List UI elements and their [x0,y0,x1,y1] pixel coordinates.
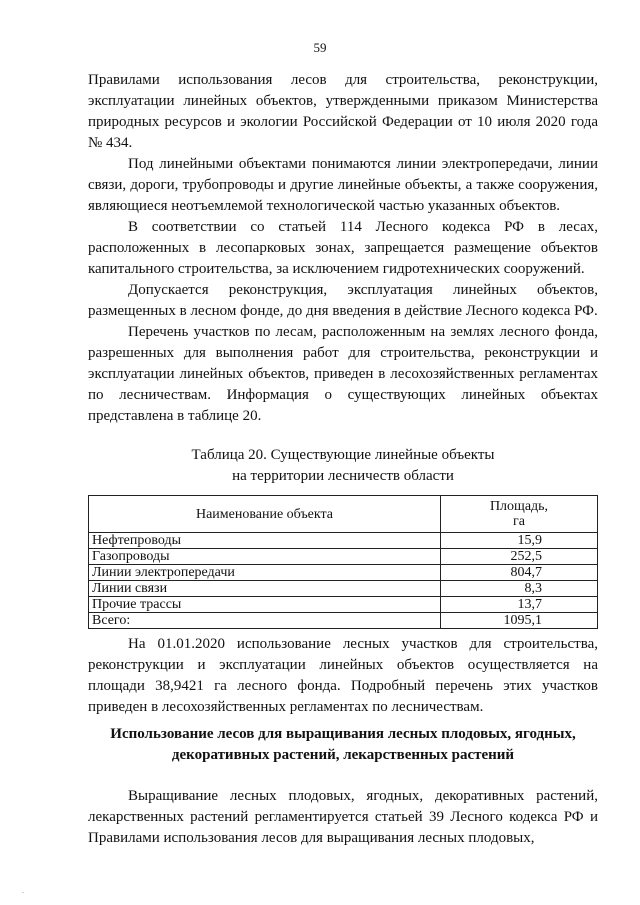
paragraph: Под линейными объектами понимаются линии электропередачи, линии связи, дороги, трубопроводы и другие линейные объекты, а также сооружения, являющиеся неотъемлемой технологической частью указанных объектов. [88,156,598,214]
text-block-top [88,70,598,427]
section-heading-line: Использование лесов для выращивания лесных плодовых, ягодных, [110,726,576,742]
cell-area: 252,5 [441,549,598,565]
table-row [89,597,598,613]
table-row [89,549,598,565]
text-block-after-table [88,634,598,718]
section-heading-line: декоративных растений, лекарственных растений [171,747,515,763]
cell-name: Газопроводы [89,549,441,565]
paragraph: На 01.01.2020 использование лесных участков для строительства, реконструкции и эксплуатации линейных объектов осуществляется на площади 38,9421 га лесного фонда. Подробный перечень этих участков приведен в лесохозяйственных регламентах по лесничествам. [88,636,598,715]
table-caption [88,445,598,487]
cell-name: Линии связи [89,581,441,597]
table-caption-line: на территории лесничеств области [232,468,454,484]
cell-area: 13,7 [441,597,598,613]
cell-name: Нефтепроводы [89,533,441,549]
column-header-area-unit: га [513,514,525,529]
table-row [89,565,598,581]
paragraph: Выращивание лесных плодовых, ягодных, декоративных растений, лекарственных растений регламентируется статьей 39 Лесного кодекса РФ и Правилами использования лесов для выращивания лесных плодовых, [88,788,598,846]
cell-area: 15,9 [441,533,598,549]
linear-objects-table [88,495,598,629]
table-row-total [89,613,598,629]
paragraph: Перечень участков по лесам, расположенным на землях лесного фонда, разрешенных для выполнения работ для строительства, реконструкции и эксплуатации линейных объектов, приведен в лесохозяйственных регламентах по лесничествам. Информация о существующих линейных объектах представлена в таблице 20. [88,324,598,424]
paragraph: Допускается реконструкция, эксплуатация линейных объектов, размещенных в лесном фонде, до дня введения в действие Лесного кодекса РФ. [88,282,598,319]
cell-name: Прочие трассы [89,597,441,613]
page-number: 59 [313,40,327,55]
cell-name: Линии электропередачи [89,565,441,581]
scan-speck: . [22,886,24,895]
cell-area: 1095,1 [441,613,598,629]
table-row [89,581,598,597]
table-row [89,533,598,549]
cell-area: 8,3 [441,581,598,597]
column-header-area [441,496,598,533]
cell-area: 804,7 [441,565,598,581]
column-header-area-line: Площадь, [489,499,549,514]
paragraph: В соответствии со статьей 114 Лесного кодекса РФ в лесах, расположенных в лесопарковых зонах, запрещается размещение объектов капитального строительства, за исключением гидротехнических сооружений. [88,219,598,277]
column-header-name: Наименование объекта [89,496,441,533]
paragraph: Правилами использования лесов для строительства, реконструкции, эксплуатации линейных объектов, утвержденными приказом Министерства природных ресурсов и экологии Российской Федерации от 10 июля 2020 года № 434. [88,72,598,151]
text-block-bottom [88,786,598,849]
section-heading [88,724,598,766]
cell-name: Всего: [89,613,441,629]
table-caption-line: Таблица 20. Существующие линейные объекты [191,447,495,463]
table-header-row [89,496,598,533]
